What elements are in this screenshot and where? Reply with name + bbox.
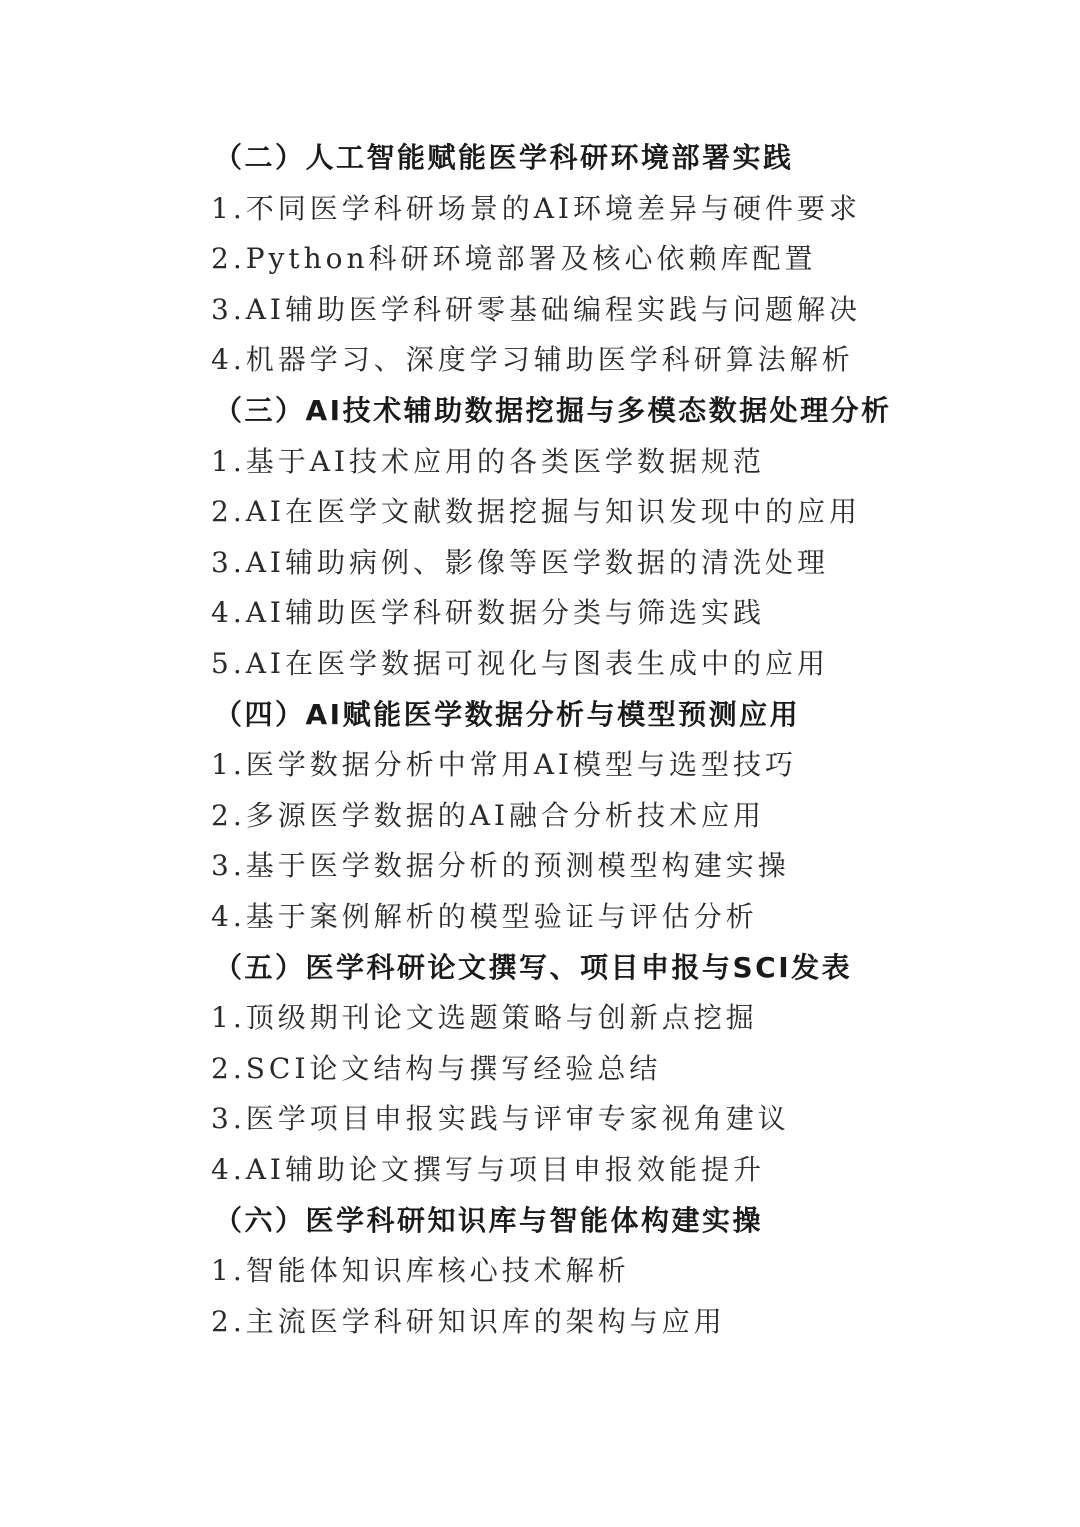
list-item: 3.AI辅助医学科研零基础编程实践与问题解决 <box>211 292 861 326</box>
list-item: 3.AI辅助病例、影像等医学数据的清洗处理 <box>211 545 829 579</box>
list-item: 4.基于案例解析的模型验证与评估分析 <box>211 900 758 933</box>
list-item: 2.AI在医学文献数据挖掘与知识发现中的应用 <box>211 495 861 529</box>
list-item: 1.基于AI技术应用的各类医学数据规范 <box>211 444 765 478</box>
section-heading: （四）AI赋能医学数据分析与模型预测应用 <box>214 697 801 731</box>
section-heading: （五）医学科研论文撰写、项目申报与SCI发表 <box>214 950 853 984</box>
section-heading: （二）人工智能赋能医学科研环境部署实践 <box>214 141 794 174</box>
list-item: 1.智能体知识库核心技术解析 <box>211 1254 630 1288</box>
list-item: 2.主流医学科研知识库的架构与应用 <box>211 1304 726 1338</box>
list-item: 4.机器学习、深度学习辅助医学科研算法解析 <box>211 343 854 377</box>
list-item: 5.AI在医学数据可视化与图表生成中的应用 <box>211 647 829 680</box>
list-item: 4.AI辅助医学科研数据分类与筛选实践 <box>211 596 765 630</box>
list-item: 4.AI辅助论文撰写与项目申报效能提升 <box>211 1153 765 1186</box>
list-item: 3.基于医学数据分析的预测模型构建实操 <box>211 849 790 883</box>
section-heading: （三）AI技术辅助数据挖掘与多模态数据处理分析 <box>214 394 892 427</box>
list-item: 2.多源医学数据的AI融合分析技术应用 <box>211 798 765 832</box>
list-item: 2.SCI论文结构与撰写经验总结 <box>211 1051 662 1085</box>
section-heading: （六）医学科研知识库与智能体构建实操 <box>214 1203 764 1237</box>
list-item: 1.医学数据分析中常用AI模型与选型技巧 <box>211 748 797 782</box>
list-item: 1.顶级期刊论文选题策略与创新点挖掘 <box>211 1001 758 1035</box>
list-item: 2.Python科研环境部署及核心依赖库配置 <box>211 242 817 276</box>
list-item: 1.不同医学科研场景的AI环境差异与硬件要求 <box>211 191 861 225</box>
list-item: 3.医学项目申报实践与评审专家视角建议 <box>211 1102 790 1136</box>
